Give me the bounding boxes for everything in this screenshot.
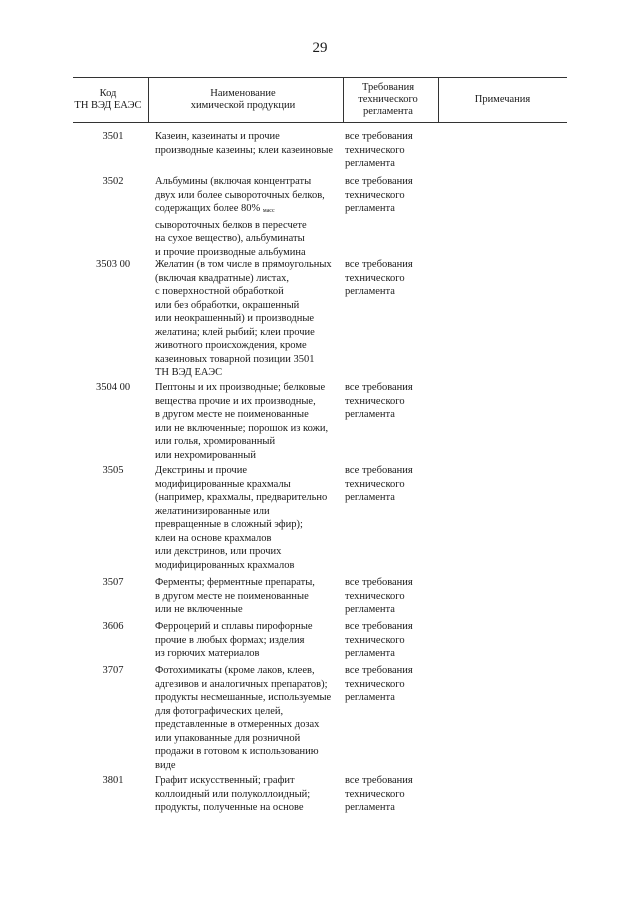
row-requirements: все требования технического регламента [345,465,413,503]
header-name: Наименование химической продукции [190,88,296,111]
row-name: Желатин (в том числе в прямоугольных (включая квадратные) листах, с поверхностной обработкой или без обработки, окрашенный или неокрашенный) и производные желатина; клей рыбий; клеи прочие животного происхождения, кроме казеиновых товарной позиции 3501 ТН ВЭД ЕАЭС [155,259,332,378]
row-name: Графит искусственный; графит коллоидный или полуколлоидный; продукты, полученные на основе [155,775,311,813]
row-name: Фотохимикаты (кроме лаков, клеев, адгезивов и аналогичных препаратов); продукты несмешанные, используемые для фотографических целей, представленные в отмеренных дозах или упакованные для розничной продажи в готовом к использованию виде [155,665,332,771]
row-code: 3503 00 [95,259,131,270]
row-requirements: все требования технического регламента [345,775,413,813]
row-code: 3507 [102,577,124,588]
row-code: 3606 [102,621,124,632]
row-code: 3504 00 [95,382,131,393]
row-requirements: все требования технического регламента [345,176,413,214]
row-requirements: все требования технического регламента [345,665,413,703]
row-name: Пептоны и их производные; белковые вещества прочие и их производные, в другом месте не поименованные или не включенные; порошок из кожи, или голья, хромированный или нехромированный [155,382,329,461]
row-code: 3501 [102,131,124,142]
mass-subscript: масс [262,208,275,214]
row-name-part: сывороточных белков в пересчете на сухое вещество), альбуминаты и прочие производные альбумина [155,219,307,258]
row-code: 3502 [102,176,124,187]
row-name: Ферроцерий и сплавы пирофорные прочие в любых формах; изделия из горючих материалов [155,621,313,659]
table-header [73,77,567,123]
row-requirements: все требования технического регламента [345,259,413,297]
row-name: Ферменты; ферментные препараты, в другом месте не поименованные или не включенные [155,577,315,615]
row-code: 3801 [102,775,124,786]
row-code: 3707 [102,665,124,676]
row-requirements: все требования технического регламента [345,382,413,420]
row-requirements: все требования технического регламента [345,621,413,659]
row-requirements: все требования технического регламента [345,131,413,169]
row-name [155,175,340,259]
row-code: 3505 [102,465,124,476]
page-number: 29 [312,40,328,56]
header-notes: Примечания [474,94,531,105]
row-name: Казеин, казеинаты и прочие производные казеины; клеи казеиновые [155,131,334,156]
header-requirements: Требования технического регламента [358,82,418,117]
row-requirements: все требования технического регламента [345,577,413,615]
header-code: Код ТН ВЭД ЕАЭС [74,88,142,111]
row-name: Декстрины и прочие модифицированные крахмалы (например, крахмалы, предварительно желатинизированные или превращенные в сложный эфир); клеи на основе крахмалов или декстринов, или прочих модифицированных крахмалов [155,465,328,571]
row-name-part: Альбумины (включая концентраты двух или более сывороточных белков, содержащих более 80% [155,176,325,214]
